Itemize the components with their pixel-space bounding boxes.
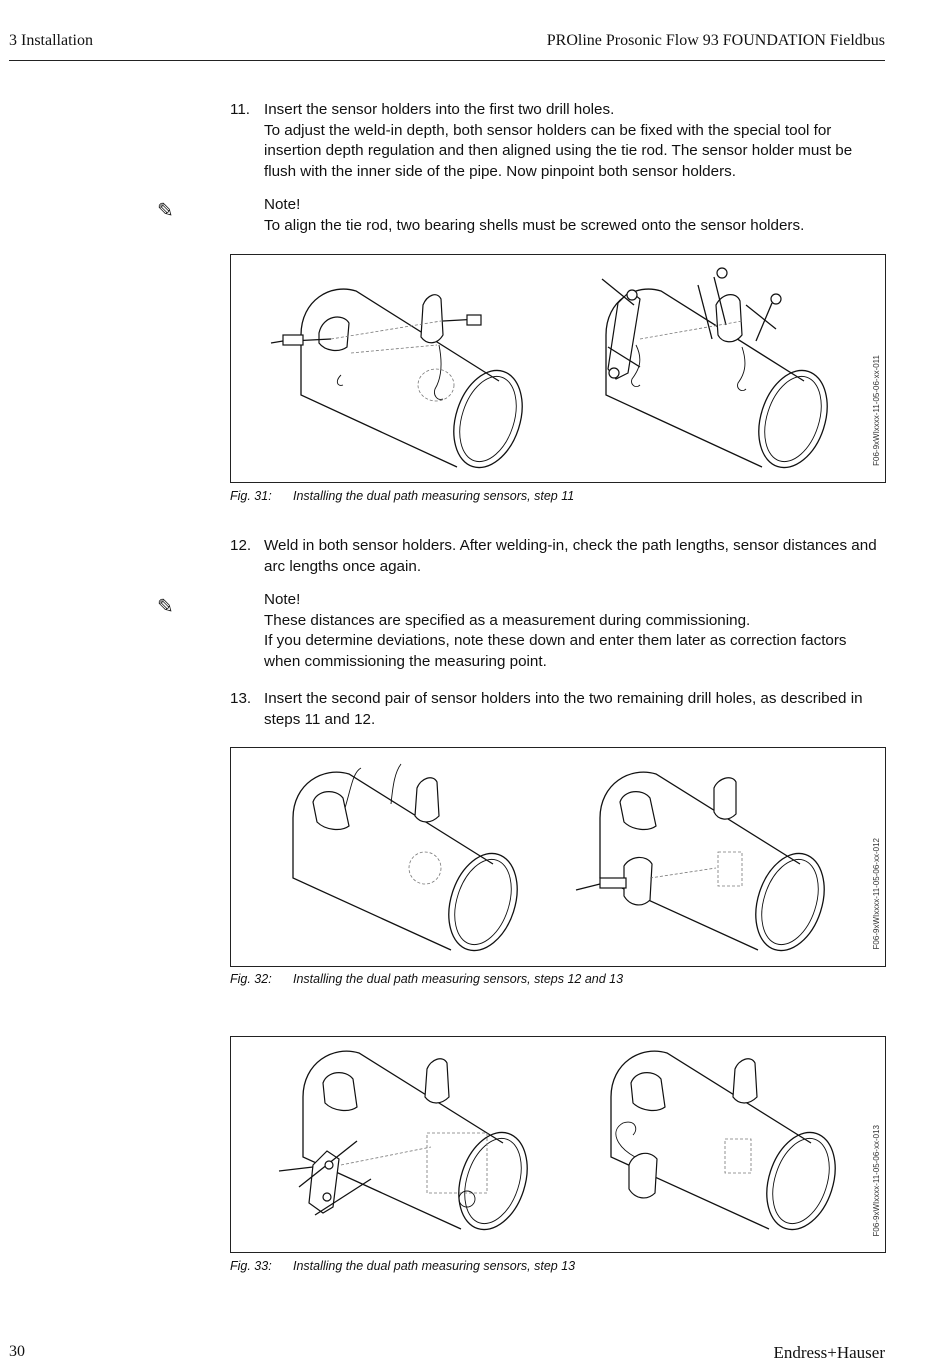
- brand-logo: Endress+Hauser: [773, 1343, 885, 1362]
- figure-caption-text: Installing the dual path measuring sensors, step 13: [293, 1259, 576, 1273]
- step-text: Insert the sensor holders into the first two drill holes. To adjust the weld-in depth, both sensor holders can be fixed with the special tool for insertion depth regulation and then aligned using the tie rod. The sensor holder must be flush with the inner side of the pipe. Now pinpoint both sensor holders.: [264, 101, 853, 180]
- note-text: These distances are specified as a measurement during commissioning. If you determine deviations, note these down and enter them later as correction factors when commissioning the measuring point.: [264, 611, 847, 670]
- page-number: 30: [9, 1343, 25, 1360]
- figure-code: F06-9xWIxxxx-11-05-06-xx-012: [872, 838, 881, 950]
- figure-31-caption: [230, 489, 574, 503]
- step-number: 12.: [230, 537, 252, 554]
- note-text: To align the tie rod, two bearing shells must be screwed onto the sensor holders.: [264, 216, 805, 234]
- note-title: Note!: [264, 196, 301, 213]
- figure-number: Fig. 32:: [230, 972, 272, 986]
- pencil-icon: ✎: [157, 596, 174, 618]
- figure-caption-text: Installing the dual path measuring sensors, step 11: [293, 489, 575, 503]
- sensor-holder-illustration: [231, 1037, 885, 1252]
- step-text: Insert the second pair of sensor holders into the two remaining drill holes, as described in steps 11 and 12.: [264, 690, 863, 728]
- step-13: [230, 689, 885, 730]
- note-2: [264, 590, 885, 672]
- figure-number: Fig. 31:: [230, 489, 272, 503]
- pencil-icon: ✎: [157, 200, 174, 222]
- sensor-holder-illustration: [231, 748, 885, 966]
- sensor-holder-illustration: [231, 255, 885, 482]
- step-12: [230, 536, 885, 577]
- figure-32: [230, 747, 886, 967]
- note-1: [264, 195, 885, 236]
- header-divider: [9, 60, 885, 61]
- step-text: Weld in both sensor holders. After welding-in, check the path lengths, sensor distances and arc lengths once again.: [264, 537, 877, 575]
- step-number: 11.: [230, 101, 250, 118]
- figure-code: F06-9xWIxxxx-11-05-06-xx-013: [872, 1125, 881, 1237]
- step-11: [230, 100, 885, 182]
- figure-number: Fig. 33:: [230, 1259, 272, 1273]
- figure-caption-text: Installing the dual path measuring sensors, steps 12 and 13: [293, 972, 624, 986]
- figure-33: [230, 1036, 886, 1253]
- section-heading: 3 Installation: [9, 32, 93, 49]
- step-number: 13.: [230, 690, 252, 707]
- figure-code: F06-9xWIxxxx-11-05-06-xx-011: [872, 355, 881, 466]
- figure-33-caption: [230, 1259, 575, 1273]
- figure-31: [230, 254, 886, 483]
- note-title: Note!: [264, 591, 301, 608]
- document-title: PROline Prosonic Flow 93 FOUNDATION Fieldbus: [546, 32, 885, 49]
- figure-32-caption: [230, 972, 623, 986]
